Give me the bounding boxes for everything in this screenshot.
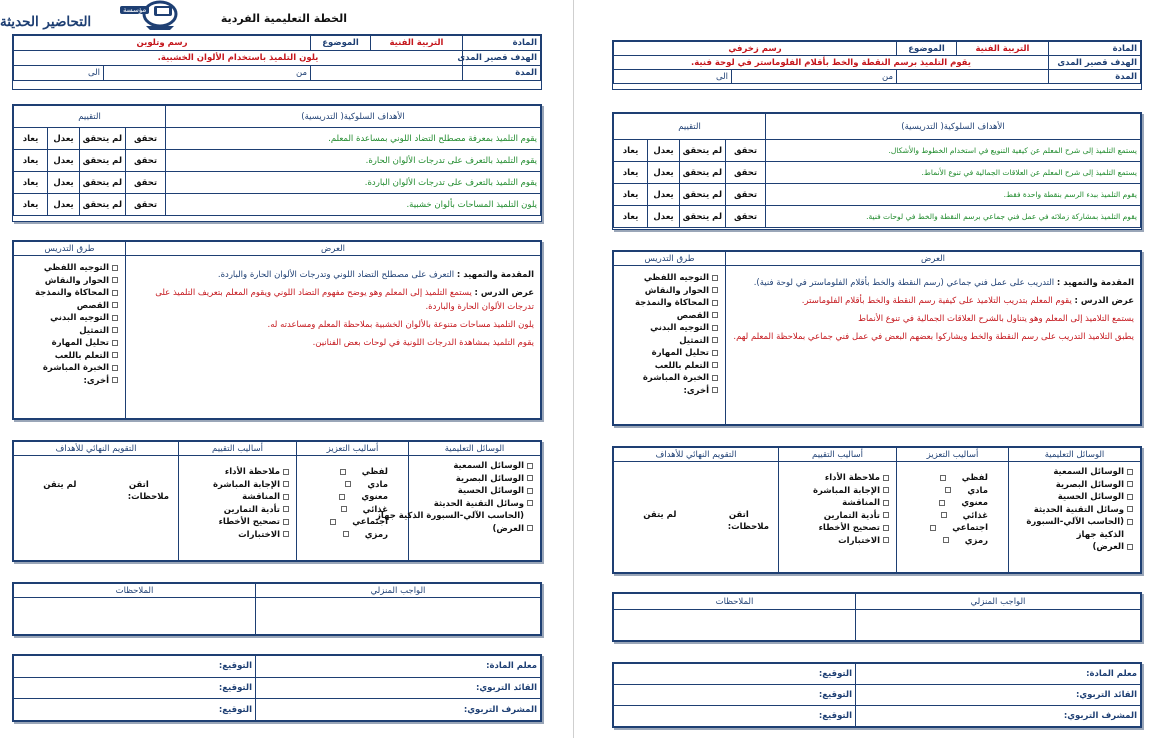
checkbox-icon — [712, 387, 718, 393]
method-item[interactable]: أخرى: — [18, 375, 121, 388]
leader-label: القائد التربوي: — [856, 685, 1141, 706]
signature-field[interactable]: التوقيع: — [14, 699, 256, 721]
presentation-table — [612, 250, 1142, 426]
display-content — [726, 266, 1141, 425]
checkbox-icon — [112, 315, 118, 321]
final-header: التقويم النهائي للأهداف — [614, 448, 779, 462]
method-item[interactable]: المحاكاة والنمذجة — [18, 287, 121, 300]
homework-header: الواجب المنزلي — [256, 584, 541, 598]
header-table — [612, 40, 1142, 90]
duration-to: الى — [14, 66, 104, 81]
signatures-table — [612, 662, 1142, 728]
method-item[interactable]: أخرى: — [618, 385, 721, 398]
final-header: التقويم النهائي للأهداف — [14, 442, 179, 456]
checkbox-icon — [112, 277, 118, 283]
assess-header: أساليب التقييم — [779, 448, 897, 462]
checkbox-icon — [283, 494, 289, 500]
checkbox-icon — [112, 377, 118, 383]
lesson-paragraph: يقوم التلميذ بمشاهدة الدرجات اللونية في لوحات بعض الفنانين. — [312, 338, 534, 348]
reinforce-header: أساليب التعزيز — [297, 442, 409, 456]
objective-row: يستمع التلميذ إلى شرح المعلم عن العلاقات الجمالية في تنوع الأنماط. تحقق لم يتحقق يعدل يعاد — [614, 162, 1141, 184]
checkbox-icon — [883, 487, 889, 493]
subject-value: التربية الفنية — [957, 42, 1049, 56]
media-list: الوسائل السمعية الوسائل البصرية الوسائل الحسية وسائل التقنية الحديثة (الحاسب الآلي-السبورة الذكية جهاز العرض) — [409, 456, 541, 561]
method-item[interactable]: المحاكاة والنمذجة — [618, 297, 721, 310]
subject-value: التربية الفنية — [371, 36, 463, 51]
topic-label: الموضوع — [311, 36, 371, 51]
checkbox-icon — [712, 375, 718, 381]
page-divider — [573, 0, 574, 738]
method-item[interactable]: التمثيل — [18, 325, 121, 338]
homework-table — [12, 582, 542, 636]
checkbox-icon — [330, 519, 336, 525]
checkbox-icon — [112, 365, 118, 371]
teacher-label: معلم المادة: — [256, 656, 541, 678]
not-achieved-option[interactable]: لم يتقن — [643, 510, 677, 520]
checkbox-icon — [883, 475, 889, 481]
topic-value: رسم وتلوين — [14, 36, 311, 51]
objective-row: يقوم التلميذ بمعرفة مصطلح التضاد اللوني بمساعدة المعلم. تحقق لم يتحقق يعدل يعاد — [14, 128, 541, 150]
lesson-paragraph: يطبق التلاميذ التدريب على رسم النقطة والخط ويشاركوا بعضهم البعض في عمل فني جماعي بملاحظة المعلم لهم. — [733, 332, 1134, 342]
notes-cell[interactable] — [14, 598, 256, 635]
objective-row: يقوم التلميذ بمشاركة زملائه في عمل فني جماعي برسم النقطة والخط في لوحات فنية. تحقق لم يتحقق يعدل يعاد — [614, 206, 1141, 228]
means-table — [12, 440, 542, 562]
signatures-table — [12, 654, 542, 722]
checkbox-icon — [527, 525, 533, 531]
homework-cell[interactable] — [256, 598, 541, 635]
checkbox-icon — [883, 500, 889, 506]
media-header: الوسائل التعليمية — [409, 442, 541, 456]
method-item[interactable]: الحوار والنقاش — [618, 285, 721, 298]
header-table — [12, 34, 542, 90]
checkbox-icon — [712, 337, 718, 343]
checkbox-icon — [1127, 519, 1133, 525]
achieved-option[interactable]: اتقن — [128, 480, 149, 490]
signature-field[interactable]: التوقيع: — [614, 664, 856, 685]
homework-table — [612, 592, 1142, 642]
goal-value: يقوم التلميذ برسم النقطة والخط بأقلام الفلوماستر في لوحة فنية. — [614, 56, 1049, 70]
checkbox-icon — [343, 531, 349, 537]
checkbox-icon — [712, 275, 718, 281]
eval-header: التقييم — [14, 106, 166, 128]
signature-field[interactable]: التوقيع: — [14, 677, 256, 699]
leader-label: القائد التربوي: — [256, 677, 541, 699]
page-title: الخطة التعليمية الفردية — [220, 12, 347, 25]
assess-list: ملاحظة الأداء الإجابة المباشرة المناقشة تأدية التمارين تصحيح الأخطاء الاختبارات — [779, 462, 897, 573]
method-item[interactable]: الخبرة المباشرة — [618, 372, 721, 385]
checkbox-icon — [340, 469, 346, 475]
objective-row: يقوم التلميذ بالتعرف على تدرجات الألوان الباردة. تحقق لم يتحقق يعدل يعاد — [14, 172, 541, 194]
eval-header: التقييم — [614, 114, 766, 140]
checkbox-icon — [712, 350, 718, 356]
method-item[interactable]: القصص — [618, 310, 721, 323]
not-achieved-option[interactable]: لم يتقن — [43, 480, 77, 490]
method-item[interactable]: تحليل المهارة — [18, 337, 121, 350]
checkbox-icon — [1127, 481, 1133, 487]
objectives-header: الأهداف السلوكية( التدريسية) — [166, 106, 541, 128]
final-notes-label: ملاحظات: — [727, 522, 769, 532]
checkbox-icon — [112, 327, 118, 333]
objective-row: يقوم التلميذ بالتعرف على تدرجات الألوان الحارة. تحقق لم يتحقق يعدل يعاد — [14, 150, 541, 172]
checkbox-icon — [283, 531, 289, 537]
topic-label: الموضوع — [897, 42, 957, 56]
notes-header: الملاحظات — [614, 594, 856, 610]
supervisor-label: المشرف التربوي: — [856, 706, 1141, 727]
lesson-paragraph: يلون التلميذ مساحات متنوعة بالألوان الخشبية بملاحظة المعلم ومساعدته له. — [267, 320, 534, 330]
checkbox-icon — [527, 500, 533, 506]
checkbox-icon — [527, 488, 533, 494]
duration-from: من — [104, 66, 311, 81]
notes-header: الملاحظات — [14, 584, 256, 598]
checkbox-icon — [341, 506, 347, 512]
checkbox-icon — [943, 537, 949, 543]
signature-field[interactable]: التوقيع: — [614, 685, 856, 706]
final-eval — [614, 462, 779, 573]
intro-paragraph: المقدمة والتمهيد : التعرف على مصطلح التضاد اللوني وتدرجات الألوان الحارة والباردة. — [217, 270, 534, 280]
checkbox-icon — [712, 325, 718, 331]
checkbox-icon — [712, 312, 718, 318]
method-item[interactable]: الحوار والنقاش — [18, 275, 121, 288]
media-list: الوسائل السمعية الوسائل البصرية الوسائل الحسية وسائل التقنية الحديثة (الحاسب الآلي-السبورة الذكية جهاز العرض) — [1009, 462, 1141, 573]
checkbox-icon — [883, 512, 889, 518]
checkbox-icon — [1127, 506, 1133, 512]
signature-field[interactable]: التوقيع: — [614, 706, 856, 727]
goal-label: الهدف قصير المدى — [1049, 56, 1141, 70]
intro-paragraph: المقدمة والتمهيد : التدريب على عمل فني جماعي (رسم النقطة والخط بأقلام الفلوماستر في لوحة فنية). — [753, 278, 1134, 288]
objective-row: يقوم التلميذ ببدء الرسم بنقطة واحدة فقط. تحقق لم يتحقق يعدل يعاد — [614, 184, 1141, 206]
checkbox-icon — [941, 512, 947, 518]
homework-header: الواجب المنزلي — [856, 594, 1141, 610]
lesson-paragraph: يستمع التلاميذ إلى المعلم وهو يتناول بالشرح العلاقات الجمالية في تنوع الأنماط — [858, 314, 1134, 324]
method-item[interactable]: التوجيه البدني — [618, 322, 721, 335]
checkbox-icon — [883, 525, 889, 531]
objective-row: يلون التلميذ المساحات بألوان خشبية. تحقق لم يتحقق يعدل يعاد — [14, 194, 541, 216]
logo-text: التحاضير الحديثة — [0, 14, 92, 30]
checkbox-icon — [527, 475, 533, 481]
checkbox-icon — [940, 475, 946, 481]
assess-list: ملاحظة الأداء الإجابة المباشرة المناقشة تأدية التمارين تصحيح الأخطاء الاختبارات — [179, 456, 297, 561]
means-table — [612, 446, 1142, 574]
site-logo — [0, 0, 185, 34]
checkbox-icon — [339, 494, 345, 500]
checkbox-icon — [883, 537, 889, 543]
checkbox-icon — [712, 362, 718, 368]
supervisor-label: المشرف التربوي: — [256, 699, 541, 721]
assess-header: أساليب التقييم — [179, 442, 297, 456]
goal-value: يلون التلميذ باستخدام الألوان الخشبية. — [14, 51, 463, 66]
methods-header: طرق التدريس — [14, 242, 126, 256]
logo-icon — [140, 0, 180, 32]
method-item[interactable]: التعلم باللعب — [618, 360, 721, 373]
checkbox-icon — [1127, 544, 1133, 550]
checkbox-icon — [1127, 494, 1133, 500]
duration-to: الى — [614, 70, 732, 84]
display-header: العرض — [126, 242, 541, 256]
method-item[interactable]: التوجيه اللفظي — [18, 262, 121, 275]
reinforce-header: أساليب التعزيز — [897, 448, 1009, 462]
checkbox-icon — [712, 287, 718, 293]
checkbox-icon — [1127, 469, 1133, 475]
checkbox-icon — [283, 469, 289, 475]
duration-label: المدة — [463, 66, 541, 81]
media-header: الوسائل التعليمية — [1009, 448, 1141, 462]
objective-row: يستمع التلميذ إلى شرح المعلم عن كيفية التنويع في استخدام الخطوط والأشكال. تحقق لم يتحقق يعدل يعاد — [614, 140, 1141, 162]
checkbox-icon — [112, 265, 118, 271]
checkbox-icon — [527, 463, 533, 469]
display-header: العرض — [726, 252, 1141, 266]
goal-label: الهدف قصير المدى — [463, 51, 541, 66]
objectives-table — [612, 112, 1142, 230]
subject-label: المادة — [1049, 42, 1141, 56]
method-item[interactable]: التوجيه البدني — [18, 312, 121, 325]
subject-label: المادة — [463, 36, 541, 51]
logo-subtitle: مؤسسة — [120, 6, 149, 14]
final-notes-label: ملاحظات: — [127, 492, 169, 502]
notes-cell[interactable] — [614, 610, 856, 641]
methods-list — [14, 256, 126, 419]
topic-value: رسم زخرفي — [614, 42, 897, 56]
lesson-paragraph: عرض الدرس : يقوم المعلم بتدريب التلاميذ على كيفية رسم النقطة والخط بأقلام الفلوماستر. — [801, 296, 1134, 306]
plan-page-1 — [12, 0, 542, 738]
objectives-table — [12, 104, 542, 222]
checkbox-icon — [112, 290, 118, 296]
presentation-table — [12, 240, 542, 420]
checkbox-icon — [712, 300, 718, 306]
checkbox-icon — [283, 481, 289, 487]
method-item[interactable]: الخبرة المباشرة — [18, 362, 121, 375]
checkbox-icon — [112, 302, 118, 308]
reinforce-list: لفظي مادي معنوي غذائي اجتماعي رمزي — [897, 462, 1009, 573]
checkbox-icon — [345, 481, 351, 487]
achieved-option[interactable]: اتقن — [728, 510, 749, 520]
signature-field[interactable]: التوقيع: — [14, 656, 256, 678]
homework-cell[interactable] — [856, 610, 1141, 641]
final-eval — [14, 456, 179, 561]
checkbox-icon — [930, 525, 936, 531]
checkbox-icon — [112, 352, 118, 358]
checkbox-icon — [112, 340, 118, 346]
display-content — [126, 256, 541, 419]
method-item[interactable]: تحليل المهارة — [618, 347, 721, 360]
methods-header: طرق التدريس — [614, 252, 726, 266]
methods-list — [614, 266, 726, 425]
checkbox-icon — [283, 519, 289, 525]
method-item[interactable]: التوجيه اللفظي — [618, 272, 721, 285]
method-item[interactable]: القصص — [18, 300, 121, 313]
method-item[interactable]: التمثيل — [618, 335, 721, 348]
plan-page-2 — [612, 0, 1142, 738]
method-item[interactable]: التعلم باللعب — [18, 350, 121, 363]
teacher-label: معلم المادة: — [856, 664, 1141, 685]
checkbox-icon — [939, 500, 945, 506]
duration-label: المدة — [1049, 70, 1141, 84]
objectives-header: الأهداف السلوكية( التدريسية) — [766, 114, 1141, 140]
reinforce-list: لفظي مادي معنوي غذائي اجتماعي رمزي — [297, 456, 409, 561]
checkbox-icon — [945, 487, 951, 493]
duration-from: من — [732, 70, 897, 84]
lesson-paragraph: عرض الدرس : يستمع التلميذ إلى المعلم وهو يوضح مفهوم التضاد اللوني ويقوم المعلم بتعريف التلميذ على تدرجات الألوان الحارة والباردة. — [155, 288, 534, 312]
checkbox-icon — [283, 506, 289, 512]
